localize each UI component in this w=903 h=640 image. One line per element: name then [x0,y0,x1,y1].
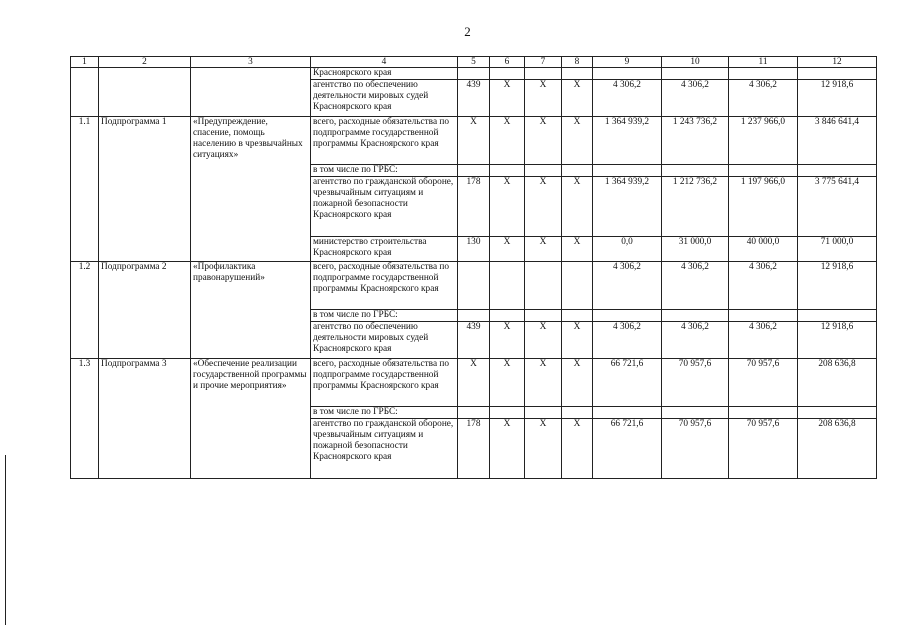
table-cell [593,68,662,80]
table-cell [593,310,662,322]
table-cell: X [490,322,525,359]
table-cell: X [525,322,562,359]
table-cell [593,165,662,177]
table-cell: в том числе по ГРБС: [311,310,458,322]
table-cell [562,262,593,310]
table-cell [729,165,798,177]
table-cell: X [562,419,593,479]
table-cell: 4 306,2 [662,322,729,359]
table-cell [729,407,798,419]
header-cell: 5 [458,57,490,68]
table-cell: 3 775 641,4 [798,177,877,237]
table-cell [593,407,662,419]
header-row [71,57,877,68]
table-cell: X [490,359,525,407]
header-cell: 9 [593,57,662,68]
table-row [71,117,877,165]
table-cell [562,165,593,177]
table-cell: 178 [458,177,490,237]
table-cell: 71 000,0 [798,237,877,262]
table-cell: 70 957,6 [729,359,798,407]
table-cell: агентство по обеспечению деятельности мировых судей Красноярского края [311,80,458,117]
table-cell: 208 636,8 [798,359,877,407]
header-cell: 7 [525,57,562,68]
table-cell: в том числе по ГРБС: [311,407,458,419]
table-cell: 208 636,8 [798,419,877,479]
page-number: 2 [464,24,471,39]
table-cell: 1 364 939,2 [593,177,662,237]
header-cell: 10 [662,57,729,68]
subprogram-name: Подпрограмма 3 [99,359,191,479]
table-cell: X [525,177,562,237]
table-cell: X [525,237,562,262]
table-cell: X [490,419,525,479]
table-cell [798,310,877,322]
table-cell: 12 918,6 [798,262,877,310]
subprogram-name: Подпрограмма 1 [99,117,191,262]
table-cell [490,407,525,419]
header-cell: 12 [798,57,877,68]
table-cell: X [562,80,593,117]
table-cell [662,407,729,419]
table-cell [562,68,593,80]
table-cell: 4 306,2 [729,262,798,310]
table-cell: 1 364 939,2 [593,117,662,165]
header-cell: 8 [562,57,593,68]
table-cell: X [562,237,593,262]
table-cell: 1 243 736,2 [662,117,729,165]
table-cell [458,407,490,419]
table-cell: X [562,359,593,407]
table-cell: агентство по обеспечению деятельности мировых судей Красноярского края [311,322,458,359]
table-cell: 70 957,6 [662,359,729,407]
table-cell [729,68,798,80]
subprogram-title: «Профилактика правонарушений» [191,262,311,359]
table-cell: X [562,177,593,237]
table-cell: 439 [458,80,490,117]
table-cell: X [490,177,525,237]
table-cell [490,68,525,80]
table-row [71,359,877,407]
table-cell: X [490,237,525,262]
table-cell [191,68,311,117]
table-cell: 130 [458,237,490,262]
table-cell: всего, расходные обязательства по подпрограмме государственной программы Красноярского края [311,117,458,165]
table-cell: 66 721,6 [593,419,662,479]
table-cell: X [562,322,593,359]
table-cell: агентство по гражданской обороне, чрезвычайным ситуациям и пожарной безопасности Красноярского края [311,419,458,479]
table-cell: X [562,117,593,165]
header-cell: 6 [490,57,525,68]
table-cell: X [490,117,525,165]
table-cell [562,310,593,322]
table-cell [525,68,562,80]
table-cell: 12 918,6 [798,322,877,359]
table-cell [458,68,490,80]
table-cell [490,165,525,177]
subprogram-title: «Обеспечение реализации государственной программы и прочие мероприятия» [191,359,311,479]
table-cell [662,165,729,177]
table-cell: X [458,117,490,165]
table-cell: всего, расходные обязательства по подпрограмме государственной программы Красноярского края [311,262,458,310]
table-cell: 4 306,2 [593,262,662,310]
table-row [71,262,877,310]
table-cell: всего, расходные обязательства по подпрограмме государственной программы Красноярского края [311,359,458,407]
table-cell: 4 306,2 [593,322,662,359]
table-row [71,68,877,80]
row-number: 1.3 [71,359,99,479]
table-cell: 4 306,2 [729,322,798,359]
table-cell [562,407,593,419]
margin-line [5,455,6,625]
table-cell: 4 306,2 [662,80,729,117]
table-cell [798,68,877,80]
table-cell: 4 306,2 [729,80,798,117]
table-cell [798,407,877,419]
header-cell: 3 [191,57,311,68]
table-cell: X [525,419,562,479]
row-number: 1.2 [71,262,99,359]
budget-table [70,56,877,479]
table-cell [99,68,191,117]
table-cell: X [458,359,490,407]
table-cell [798,165,877,177]
table-cell: 66 721,6 [593,359,662,407]
table-cell: в том числе по ГРБС: [311,165,458,177]
header-cell: 11 [729,57,798,68]
table-cell: 178 [458,419,490,479]
table-cell: Красноярского края [311,68,458,80]
table-cell [71,68,99,117]
table-cell: X [525,359,562,407]
subprogram-name: Подпрограмма 2 [99,262,191,359]
table-cell: министерство строительства Красноярского края [311,237,458,262]
table-cell: X [490,80,525,117]
table-cell: 0,0 [593,237,662,262]
row-number: 1.1 [71,117,99,262]
table-cell: 12 918,6 [798,80,877,117]
table-cell [458,310,490,322]
table-cell: 439 [458,322,490,359]
header-cell: 1 [71,57,99,68]
table-cell: 4 306,2 [593,80,662,117]
table-cell: 4 306,2 [662,262,729,310]
table-cell: X [525,80,562,117]
table-cell: 40 000,0 [729,237,798,262]
table-cell [662,68,729,80]
header-cell: 2 [99,57,191,68]
table-cell [525,165,562,177]
table-cell [490,262,525,310]
table-cell: 31 000,0 [662,237,729,262]
table-cell: 3 846 641,4 [798,117,877,165]
table-cell: агентство по гражданской обороне, чрезвычайным ситуациям и пожарной безопасности Красноярского края [311,177,458,237]
subprogram-title: «Предупреждение, спасение, помощь населению в чрезвычайных ситуациях» [191,117,311,262]
table-cell: X [525,117,562,165]
table-cell [729,310,798,322]
table-cell [525,407,562,419]
table-cell [490,310,525,322]
table-cell: 1 237 966,0 [729,117,798,165]
table-cell [458,262,490,310]
header-cell: 4 [311,57,458,68]
table-cell: 70 957,6 [662,419,729,479]
table-cell: 1 197 966,0 [729,177,798,237]
table-cell [525,262,562,310]
table-cell: 1 212 736,2 [662,177,729,237]
table-cell [458,165,490,177]
table-cell: 70 957,6 [729,419,798,479]
table-cell [662,310,729,322]
table-cell [525,310,562,322]
